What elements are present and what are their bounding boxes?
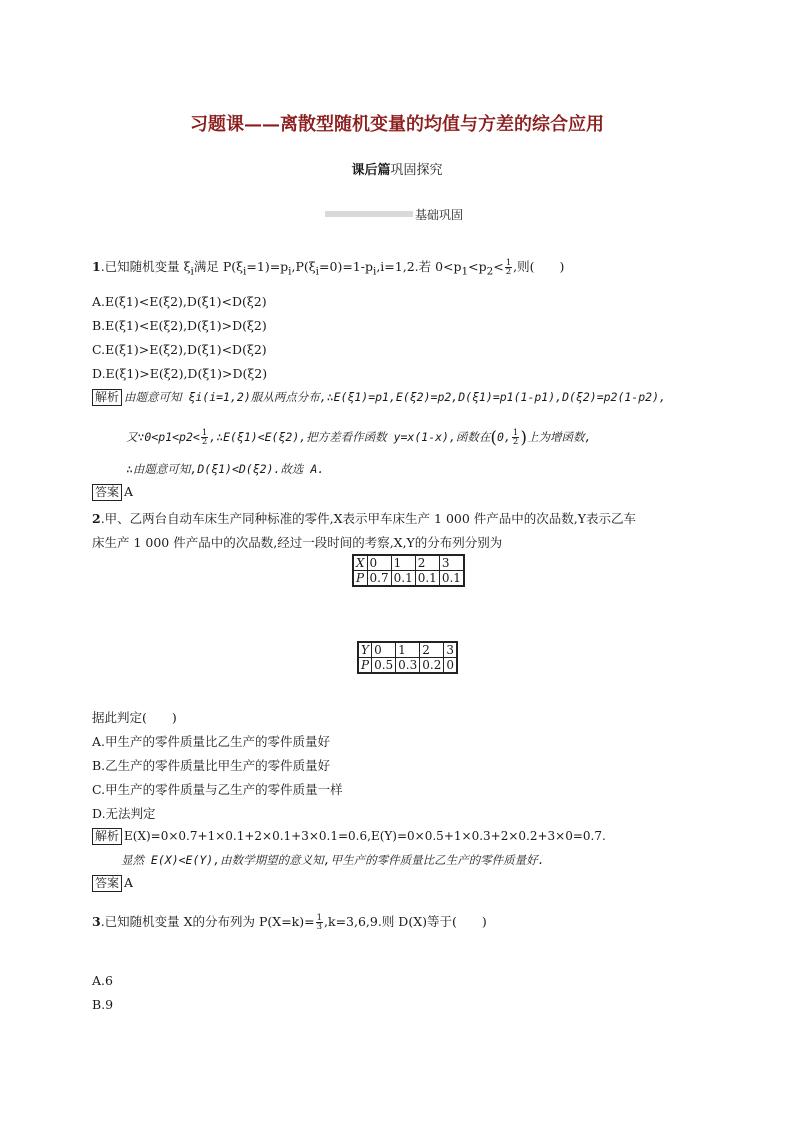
q2-stem-line-2: 床生产 1 000 件产品中的次品数,经过一段时间的考察,X,Y的分布列分别为: [92, 535, 503, 550]
q2-option-c[interactable]: C.甲生产的零件质量与乙生产的零件质量一样: [92, 782, 343, 797]
q2-answer: 答案 A: [92, 875, 133, 892]
table-row: P 0.7 0.1 0.1 0.1: [353, 571, 464, 587]
q1-analysis-line-3: ∴由题意可知,D(ξ1)<D(ξ2).故选 A.: [126, 462, 325, 476]
page-subtitle: [0, 159, 794, 178]
q1-analysis-line-2: 又∵0<p1<p2< $\frac{1}{2}$ ,∴E(ξ1)<E(ξ2),把方差看作函数 y=x(1-x),函数在(0, $\frac{1}{2}$ )上为增函数,: [126, 428, 592, 448]
q2-judge: 据此判定( ): [92, 710, 177, 725]
q3-fraction-third: $\frac{1}{3}$: [316, 913, 323, 932]
q1-option-c[interactable]: C.E(ξ1)>E(ξ2),D(ξ1)<D(ξ2): [92, 342, 267, 357]
q2-stem-line-1: 2.甲、乙两台自动车床生产同种标准的零件,X表示甲车床生产 1 000 件产品中的次品数,Y表示乙车: [92, 511, 637, 526]
q1-analysis-line-1: 解析 由题意可知 ξi(i=1,2)服从两点分布,∴E(ξ1)=p1,E(ξ2)=p2,D(ξ1)=p1(1-p1),D(ξ2)=p2(1-p2),: [92, 389, 666, 406]
section-label: 基础巩固: [415, 208, 464, 222]
page-title: 习题课——离散型随机变量的均值与方差的综合应用: [190, 114, 604, 135]
section-bar: [325, 211, 413, 217]
table-row: Y 0 1 2 3: [358, 642, 457, 658]
table-row: P 0.5 0.3 0.2 0: [358, 658, 457, 674]
q1-number: 1: [92, 259, 101, 274]
subtitle-bold: 课后篇: [351, 163, 391, 178]
q2-analysis-line-1: 解析 E(X)=0×0.7+1×0.1+2×0.1+3×0.1=0.6,E(Y)=0×0.5+1×0.3+2×0.2+3×0=0.7.: [92, 828, 606, 845]
distribution-table-x: [352, 554, 465, 587]
q1-option-d[interactable]: D.E(ξ1)>E(ξ2),D(ξ1)>D(ξ2): [92, 366, 268, 381]
analysis-tag: 解析: [92, 828, 122, 845]
table-row: X 0 1 2 3: [353, 555, 464, 571]
q3-number: 3: [92, 914, 101, 929]
q3-stem: 3.已知随机变量 X的分布列为 P(X=k)= $\frac{1}{3}$ ,k=3,6,9.则 D(X)等于( ): [92, 913, 487, 932]
q1-stem: 1.已知随机变量 $\xi_i$满足 $P(\xi_i=1)=p_i,P(\xi_i=0)=1-p_i,i=1,2$.若 $0<p_1<p_2<$ $\frac{1}{2}$ ,则( ): [92, 258, 565, 278]
analysis-tag: 解析: [92, 389, 122, 406]
q2-option-a[interactable]: A.甲生产的零件质量比乙生产的零件质量好: [92, 734, 331, 749]
q1-option-b[interactable]: B.E(ξ1)<E(ξ2),D(ξ1)>D(ξ2): [92, 318, 267, 333]
q3-option-b[interactable]: B.9: [92, 997, 114, 1012]
q2-option-b[interactable]: B.乙生产的零件质量比甲生产的零件质量好: [92, 758, 331, 773]
answer-tag: 答案: [92, 484, 122, 501]
answer-tag: 答案: [92, 875, 122, 892]
q2-option-d[interactable]: D.无法判定: [92, 806, 156, 821]
distribution-table-y: [357, 641, 458, 674]
subtitle-rest: 巩固探究: [390, 163, 443, 178]
q1-analysis-fraction: $\frac{1}{2}$: [201, 428, 208, 447]
q3-option-a[interactable]: A.6: [92, 973, 113, 988]
q1-fraction-half: $\frac{1}{2}$: [505, 258, 512, 277]
q2-number: 2: [92, 511, 101, 526]
q1-answer: 答案 A: [92, 484, 133, 501]
q1-interval-fraction: $\frac{1}{2}$: [512, 428, 519, 447]
q1-option-a[interactable]: A.E(ξ1)<E(ξ2),D(ξ1)<D(ξ2): [92, 294, 267, 309]
q2-analysis-line-2: 显然 E(X)<E(Y),由数学期望的意义知,甲生产的零件质量比乙生产的零件质量好.: [121, 853, 545, 867]
